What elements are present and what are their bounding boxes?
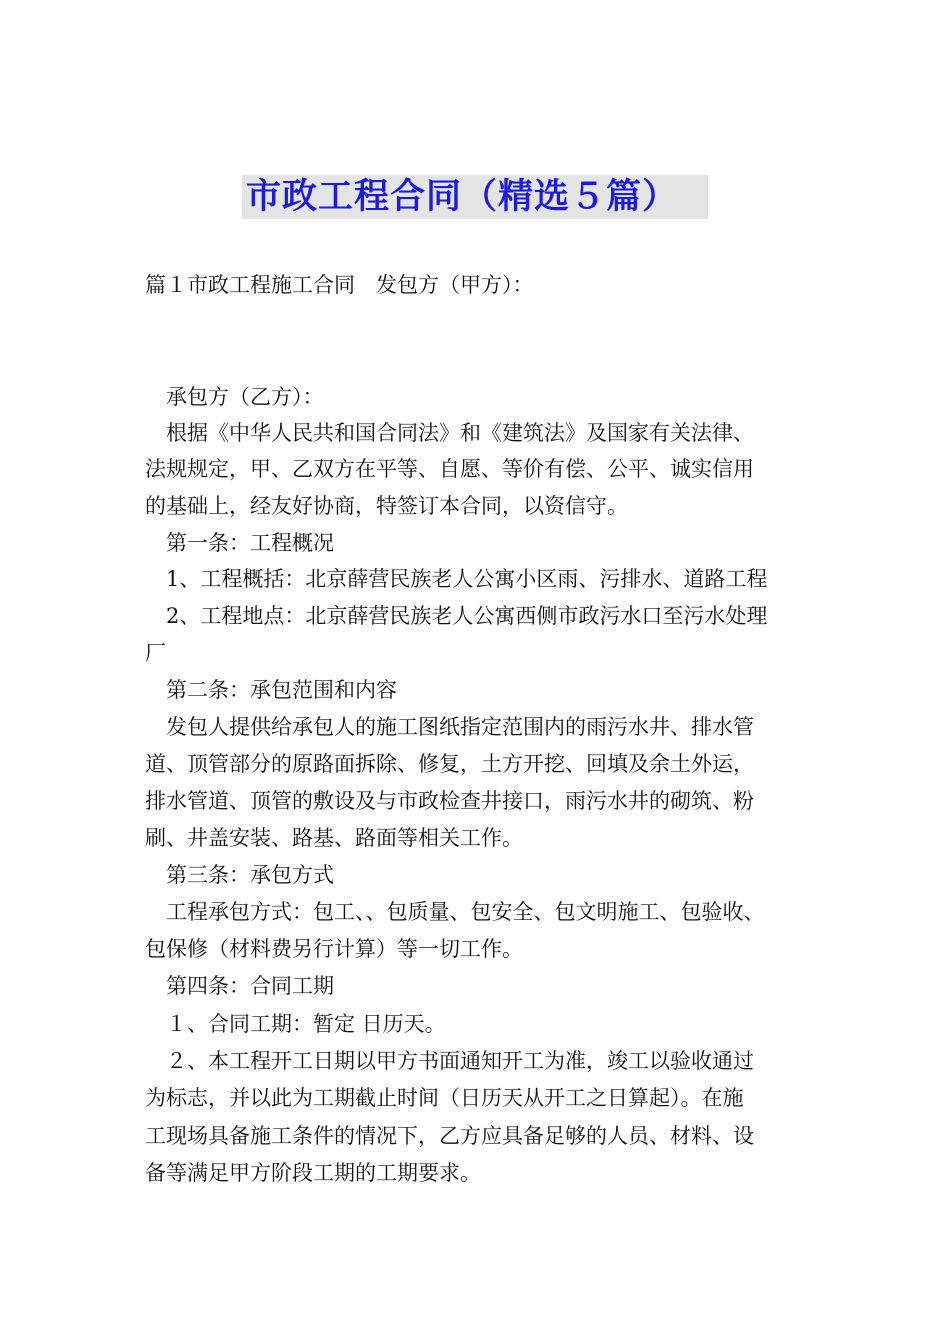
text-line: １、合同工期：暂定 日历天。 [145,1012,446,1036]
text-line: 包保修（材料费另行计算）等一切工作。 [145,937,523,961]
article-heading: 第三条：承包方式 [145,863,334,887]
text-line: 道、顶管部分的原路面拆除、修复，土方开挖、回填及余土外运， [145,752,754,776]
article-heading: 第二条：承包范围和内容 [145,678,397,702]
text-line: 1、工程概括：北京薛营民族老人公寓小区雨、污排水、道路工程 [145,567,768,591]
text-line: 工程承包方式：包工、、包质量、包安全、包文明施工、包验收、 [145,900,765,924]
document-title: 市政工程合同（精选５篇） [242,175,708,219]
title-container [0,175,950,219]
text-line: 为标志，并以此为工期截止时间（日历天从开工之日算起）。在施 [145,1086,744,1110]
text-line: 法规规定，甲、乙双方在平等、自愿、等价有偿、公平、诚实信用 [145,457,754,481]
text-line: 排水管道、顶管的敷设及与市政检查井接口，雨污水井的砌筑、粉 [145,789,754,813]
text-line: 厂 [145,641,166,665]
section-heading: 篇１市政工程施工合同 发包方（甲方）： [145,273,534,297]
text-line: 刷、井盖安装、路基、路面等相关工作。 [145,826,523,850]
text-line: 的基础上，经友好协商，特签订本合同，以资信守。 [145,494,628,518]
text-line: 根据《中华人民共和国合同法》和《建筑法》及国家有关法律、 [145,421,754,445]
article-heading: 第四条：合同工期 [145,974,334,998]
text-line: 发包人提供给承包人的施工图纸指定范围内的雨污水井、排水管 [145,715,754,739]
text-line: 2、工程地点：北京薛营民族老人公寓西侧市政污水口至污水处理 [145,604,768,628]
article-heading: 第一条：工程概况 [145,531,334,555]
text-line: ２、本工程开工日期以甲方书面通知开工为准，竣工以验收通过 [145,1049,754,1073]
text-line: 工现场具备施工条件的情况下，乙方应具备足够的人员、材料、设 [145,1124,754,1148]
text-line: 承包方（乙方）： [145,385,324,409]
text-line: 备等满足甲方阶段工期的工期要求。 [145,1161,481,1185]
